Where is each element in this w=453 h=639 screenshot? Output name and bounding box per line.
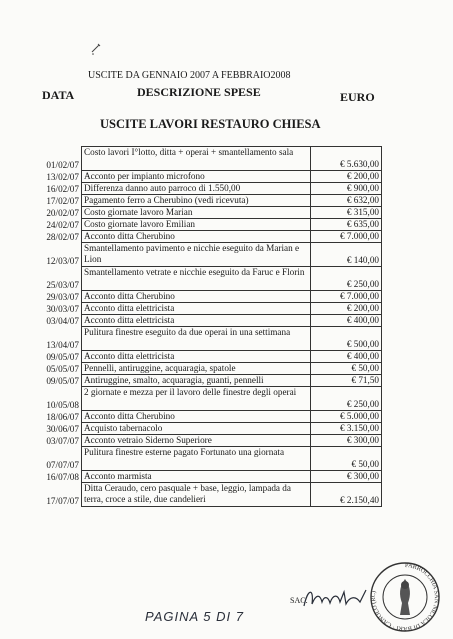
row-amount: € 50,00 <box>311 447 382 471</box>
row-description: Antiruggine, smalto, acquaragia, guanti, pennelli <box>82 375 311 387</box>
row-date: 01/02/07 <box>33 147 82 171</box>
column-header-description: DESCRIZIONE SPESE <box>137 85 261 99</box>
table-row <box>33 171 382 183</box>
row-description: Ditta Ceraudo, cero pasquale + base, leggio, lampada da terra, croce a stile, due candelieri <box>82 483 311 507</box>
row-date: 13/04/07 <box>33 327 82 351</box>
table-row <box>33 243 382 267</box>
row-description: Acconto ditta elettricista <box>82 315 311 327</box>
row-amount: € 400,00 <box>311 315 382 327</box>
row-amount: € 5.630,00 <box>311 147 382 171</box>
table-row <box>33 411 382 423</box>
row-amount: € 300,00 <box>311 435 382 447</box>
row-amount: € 50,00 <box>311 363 382 375</box>
pen-mark-icon <box>90 42 102 56</box>
table-row <box>33 231 382 243</box>
row-amount: € 500,00 <box>311 327 382 351</box>
row-date: 30/06/07 <box>33 423 82 435</box>
row-description: Pulitura finestre eseguito da due operai in una settimana <box>82 327 311 351</box>
row-date: 16/07/08 <box>33 471 82 483</box>
row-date: 13/02/07 <box>33 171 82 183</box>
expenses-table-body <box>33 147 382 507</box>
page-note-text: PAGINA 5 DI 7 <box>145 609 244 624</box>
row-amount: € 632,00 <box>311 195 382 207</box>
row-amount: € 315,00 <box>311 207 382 219</box>
table-row <box>33 183 382 195</box>
row-date: 30/03/07 <box>33 303 82 315</box>
row-description: Acconto ditta elettricista <box>82 303 311 315</box>
table-row <box>33 447 382 471</box>
row-date: 03/07/07 <box>33 435 82 447</box>
table-row <box>33 219 382 231</box>
row-date: 25/03/07 <box>33 267 82 291</box>
row-amount: € 2.150,40 <box>311 483 382 507</box>
row-date: 20/02/07 <box>33 207 82 219</box>
row-date: 16/02/07 <box>33 183 82 195</box>
table-row <box>33 291 382 303</box>
handwritten-page-number <box>143 604 253 626</box>
row-amount: € 900,00 <box>311 183 382 195</box>
row-date: 28/02/07 <box>33 231 82 243</box>
row-date: 09/05/07 <box>33 351 82 363</box>
row-description: 2 giornate e mezza per il lavoro delle finestre degli operai <box>82 387 311 411</box>
row-amount: € 71,50 <box>311 375 382 387</box>
column-header-euro: EURO <box>340 90 375 104</box>
table-row <box>33 423 382 435</box>
row-description: Pulitura finestre esterne pagato Fortunato una giornata <box>82 447 311 471</box>
table-row <box>33 387 382 411</box>
row-date: 17/02/07 <box>33 195 82 207</box>
table-row <box>33 207 382 219</box>
row-description: Acconto vetraio Siderno Superiore <box>82 435 311 447</box>
row-description: Acconto ditta elettricista <box>82 351 311 363</box>
table-row <box>33 471 382 483</box>
table-row <box>33 195 382 207</box>
table-row <box>33 303 382 315</box>
row-amount: € 250,00 <box>311 267 382 291</box>
row-date: 17/07/07 <box>33 483 82 507</box>
table-row <box>33 375 382 387</box>
row-description: Acconto marmista <box>82 471 311 483</box>
row-description: Smantellamento vetrate e nicchie eseguito da Faruc e Florin <box>82 267 311 291</box>
row-description: Costo giornate lavoro Emilian <box>82 219 311 231</box>
row-amount: € 140,00 <box>311 243 382 267</box>
column-header-date: DATA <box>42 88 75 102</box>
row-description: Acconto per impianto microfono <box>82 171 311 183</box>
row-amount: € 200,00 <box>311 303 382 315</box>
row-date: 29/03/07 <box>33 291 82 303</box>
parish-stamp <box>369 561 441 633</box>
table-row <box>33 327 382 351</box>
row-date: 05/05/07 <box>33 363 82 375</box>
row-description: Costo giornate lavoro Marian <box>82 207 311 219</box>
sac-label: SAC. <box>290 596 308 605</box>
table-row <box>33 435 382 447</box>
row-date: 10/05/08 <box>33 387 82 411</box>
stamp-text: PARROCCHIA SAN NICOLA DI BARI · CANOLO (RC) <box>369 561 440 633</box>
row-date: 09/05/07 <box>33 375 82 387</box>
row-amount: € 400,00 <box>311 351 382 363</box>
expenses-table <box>33 146 382 507</box>
table-row <box>33 351 382 363</box>
row-description: Acconto ditta Cherubino <box>82 231 311 243</box>
table-row <box>33 315 382 327</box>
row-amount: € 200,00 <box>311 171 382 183</box>
row-amount: € 7.000,00 <box>311 291 382 303</box>
table-row <box>33 147 382 171</box>
row-description: Pennelli, antiruggine, acquaragia, spatole <box>82 363 311 375</box>
table-row <box>33 483 382 507</box>
row-amount: € 5.000,00 <box>311 411 382 423</box>
row-date: 12/03/07 <box>33 243 82 267</box>
row-date: 07/07/07 <box>33 447 82 471</box>
table-row <box>33 363 382 375</box>
row-date: 03/04/07 <box>33 315 82 327</box>
handwritten-signature <box>300 582 370 614</box>
row-amount: € 250,00 <box>311 387 382 411</box>
row-date: 18/06/07 <box>33 411 82 423</box>
row-description: Acquisto tabernacolo <box>82 423 311 435</box>
table-row <box>33 267 382 291</box>
row-description: Acconto ditta Cherubino <box>82 291 311 303</box>
row-description: Costo lavori I°lotto, ditta + operai + smantellamento sala <box>82 147 311 171</box>
row-description: Smantellamento pavimento e nicchie eseguito da Marian e Lion <box>82 243 311 267</box>
row-date: 24/02/07 <box>33 219 82 231</box>
row-description: Acconto ditta Cherubino <box>82 411 311 423</box>
row-amount: € 3.150,00 <box>311 423 382 435</box>
period-title: USCITE DA GENNAIO 2007 A FEBBRAIO2008 <box>88 70 291 81</box>
row-amount: € 300,00 <box>311 471 382 483</box>
row-amount: € 7.000,00 <box>311 231 382 243</box>
row-description: Pagamento ferro a Cherubino (vedi ricevuta) <box>82 195 311 207</box>
row-description: Differenza danno auto parroco di 1.550,00 <box>82 183 311 195</box>
row-amount: € 635,00 <box>311 219 382 231</box>
section-title: USCITE LAVORI RESTAURO CHIESA <box>100 117 321 131</box>
